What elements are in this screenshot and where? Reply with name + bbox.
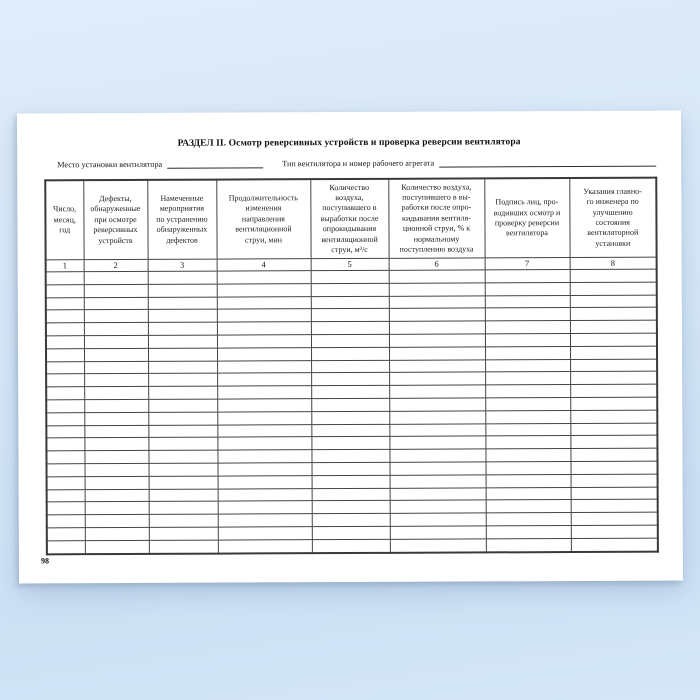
empty-cell (217, 347, 311, 360)
empty-cell (148, 335, 217, 348)
empty-cell (148, 450, 217, 463)
empty-cell (149, 489, 218, 502)
empty-cell (390, 475, 486, 488)
empty-cell (311, 386, 389, 399)
column-number: 5 (311, 258, 389, 270)
empty-cell (46, 284, 84, 297)
empty-cell (84, 425, 148, 438)
empty-cell (46, 348, 84, 361)
empty-cell (389, 308, 485, 321)
empty-cell (486, 487, 571, 500)
empty-cell (570, 346, 657, 359)
empty-cell (218, 501, 312, 514)
empty-cell (312, 526, 390, 539)
empty-cell (85, 502, 149, 515)
empty-cell (148, 284, 217, 297)
empty-cell (390, 487, 486, 500)
empty-cell (84, 451, 148, 464)
empty-cell (149, 540, 218, 554)
empty-cell (148, 412, 217, 425)
empty-cell (46, 374, 84, 387)
empty-cell (389, 449, 485, 462)
empty-cell (84, 297, 148, 310)
empty-cell (311, 411, 389, 424)
empty-cell (486, 513, 571, 526)
empty-cell (570, 436, 657, 449)
empty-cell (311, 347, 389, 360)
column-number: 6 (389, 258, 485, 270)
empty-cell (217, 283, 311, 296)
empty-cell (84, 335, 148, 348)
empty-cell (148, 437, 217, 450)
empty-cell (149, 527, 218, 540)
empty-cell (47, 489, 85, 502)
empty-cell (312, 462, 390, 475)
empty-cell (148, 309, 217, 322)
empty-cell (148, 373, 217, 386)
empty-cell (85, 476, 149, 489)
empty-cell (46, 323, 84, 336)
empty-cell (570, 282, 657, 295)
empty-cell (389, 411, 485, 424)
empty-cell (218, 539, 312, 553)
empty-cell (389, 334, 485, 347)
column-number: 3 (148, 259, 217, 271)
empty-cell (571, 500, 658, 513)
empty-cell (570, 308, 657, 321)
empty-cell (570, 359, 657, 372)
empty-cell (311, 322, 389, 335)
empty-cell (149, 501, 218, 514)
fan-location-blank-line (167, 158, 263, 168)
empty-cell (571, 474, 658, 487)
header-chief-engineer-instructions: Указания главно- го инженера по улучшению состояния вентиляторной установки (569, 178, 656, 258)
column-number: 8 (570, 257, 657, 269)
empty-cell (389, 436, 485, 449)
empty-cell (217, 271, 311, 284)
empty-cell (148, 297, 217, 310)
empty-cell (312, 539, 390, 553)
header-air-quantity-m3s: Количество воздуха, поступившего в выработки после опрокидывания вентиляционной струи, м³/с (310, 179, 388, 259)
empty-cell (389, 270, 485, 283)
empty-cell (485, 385, 570, 398)
empty-cell (486, 500, 571, 513)
empty-cell (46, 336, 84, 349)
empty-cell (47, 502, 85, 515)
empty-cell (571, 525, 658, 538)
empty-cell (46, 400, 84, 413)
empty-cell (570, 320, 657, 333)
empty-cell (46, 451, 84, 464)
empty-cell (312, 475, 390, 488)
empty-cell (84, 412, 148, 425)
header-reversal-duration: Продолжительность изменения направления вентиляционной струи, мин (216, 179, 310, 259)
header-date: Число, месяц, год (45, 180, 83, 260)
empty-cell (485, 423, 570, 436)
empty-cell (311, 296, 389, 309)
empty-cell (570, 410, 657, 423)
empty-cell (84, 438, 148, 451)
empty-cell (486, 525, 571, 538)
empty-cell (485, 449, 570, 462)
empty-cell (485, 346, 570, 359)
empty-cell (570, 448, 657, 461)
empty-cell (485, 321, 570, 334)
empty-cell (47, 528, 85, 541)
empty-cell (85, 515, 149, 528)
document-page (17, 111, 683, 584)
empty-cell (311, 424, 389, 437)
empty-cell (312, 513, 390, 526)
table-body (46, 269, 658, 554)
empty-cell (217, 386, 311, 399)
empty-cell (218, 488, 312, 501)
empty-cell (570, 372, 657, 385)
empty-cell (84, 374, 148, 387)
empty-cell (148, 425, 217, 438)
empty-cell (46, 272, 84, 285)
empty-cell (571, 487, 658, 500)
empty-cell (485, 282, 570, 295)
empty-cell (148, 386, 217, 399)
empty-cell (485, 398, 570, 411)
empty-cell (148, 399, 217, 412)
empty-cell (217, 373, 311, 386)
empty-cell (570, 295, 657, 308)
empty-cell (486, 461, 571, 474)
empty-cell (485, 334, 570, 347)
empty-cell (149, 476, 218, 489)
empty-cell (148, 361, 217, 374)
empty-cell (390, 539, 486, 553)
empty-cell (571, 512, 658, 525)
empty-cell (217, 437, 311, 450)
empty-cell (85, 527, 149, 540)
empty-cell (311, 437, 389, 450)
empty-cell (311, 449, 389, 462)
empty-cell (46, 438, 84, 451)
empty-cell (218, 527, 312, 540)
empty-cell (485, 436, 570, 449)
empty-cell (571, 538, 658, 552)
empty-cell (84, 310, 148, 323)
empty-cell (311, 283, 389, 296)
empty-cell (47, 515, 85, 528)
empty-cell (389, 347, 485, 360)
table-header-row (45, 178, 656, 260)
empty-cell (311, 309, 389, 322)
empty-cell (570, 423, 657, 436)
empty-cell (46, 361, 84, 374)
empty-row (47, 538, 658, 554)
empty-cell (389, 423, 485, 436)
empty-cell (148, 322, 217, 335)
empty-cell (311, 360, 389, 373)
empty-cell (149, 463, 218, 476)
empty-cell (47, 540, 85, 553)
empty-cell (85, 489, 149, 502)
column-number: 7 (485, 258, 570, 270)
empty-cell (46, 412, 84, 425)
fan-type-blank-line (439, 157, 656, 168)
empty-cell (390, 500, 486, 513)
empty-cell (389, 359, 485, 372)
empty-cell (390, 526, 486, 539)
empty-cell (217, 296, 311, 309)
empty-cell (389, 283, 485, 296)
empty-cell (485, 295, 570, 308)
empty-cell (311, 398, 389, 411)
empty-cell (312, 501, 390, 514)
empty-cell (570, 384, 657, 397)
empty-cell (486, 474, 571, 487)
empty-cell (84, 361, 148, 374)
empty-cell (46, 310, 84, 323)
empty-cell (389, 321, 485, 334)
empty-cell (389, 372, 485, 385)
empty-cell (389, 398, 485, 411)
empty-cell (84, 271, 148, 284)
empty-cell (311, 270, 389, 283)
empty-cell (570, 333, 657, 346)
empty-cell (311, 373, 389, 386)
empty-cell (217, 335, 311, 348)
column-number: 1 (46, 260, 84, 272)
header-air-quantity-percent: Количество воздуха, поступившего в вы- работки после опро- кидывания вентиля- ционной струи, % к нормальному поступлению воздуха (388, 178, 484, 258)
empty-cell (217, 450, 311, 463)
empty-cell (84, 284, 148, 297)
empty-cell (46, 425, 84, 438)
column-number: 4 (217, 259, 311, 271)
empty-cell (84, 399, 148, 412)
page-number: 98 (40, 556, 49, 566)
fan-type-label: Тип вентилятора и номер рабочего агрегата (282, 158, 435, 169)
empty-cell (486, 538, 571, 552)
header-defects-found: Дефекты, обнаруженные при осмотре реверсивных устройств (83, 180, 147, 260)
empty-cell (390, 462, 486, 475)
empty-cell (485, 270, 570, 283)
empty-cell (570, 269, 657, 282)
empty-cell (570, 397, 657, 410)
empty-cell (217, 309, 311, 322)
empty-cell (148, 271, 217, 284)
empty-cell (485, 359, 570, 372)
empty-cell (311, 334, 389, 347)
empty-cell (218, 475, 312, 488)
empty-cell (389, 385, 485, 398)
empty-cell (485, 308, 570, 321)
empty-cell (390, 513, 486, 526)
empty-cell (149, 514, 218, 527)
header-planned-measures: Намеченные мероприятия по устранению обнаруженных дефектов (147, 180, 216, 260)
empty-cell (84, 387, 148, 400)
header-inspectors-signature: Подпись лиц, про- водивших осмотр и проверку реверсии вентилятора (484, 178, 569, 258)
empty-cell (148, 348, 217, 361)
empty-cell (389, 296, 485, 309)
inspection-journal-table (44, 177, 659, 555)
column-number: 2 (84, 259, 148, 271)
empty-cell (217, 399, 311, 412)
empty-cell (47, 476, 85, 489)
empty-cell (217, 322, 311, 335)
empty-cell (84, 348, 148, 361)
empty-cell (85, 463, 149, 476)
empty-cell (46, 297, 84, 310)
form-fields-row (57, 157, 656, 170)
empty-cell (218, 514, 312, 527)
empty-cell (312, 488, 390, 501)
section-title: РАЗДЕЛ II. Осмотр реверсивных устройств и проверка реверсии вентилятора (177, 137, 521, 149)
empty-cell (46, 387, 84, 400)
empty-cell (84, 323, 148, 336)
empty-cell (485, 372, 570, 385)
empty-cell (218, 463, 312, 476)
empty-cell (85, 540, 149, 554)
empty-cell (217, 411, 311, 424)
empty-cell (217, 360, 311, 373)
fan-location-label: Место установки вентилятора (57, 159, 163, 170)
empty-cell (47, 464, 85, 477)
empty-cell (217, 424, 311, 437)
empty-cell (485, 410, 570, 423)
empty-cell (571, 461, 658, 474)
